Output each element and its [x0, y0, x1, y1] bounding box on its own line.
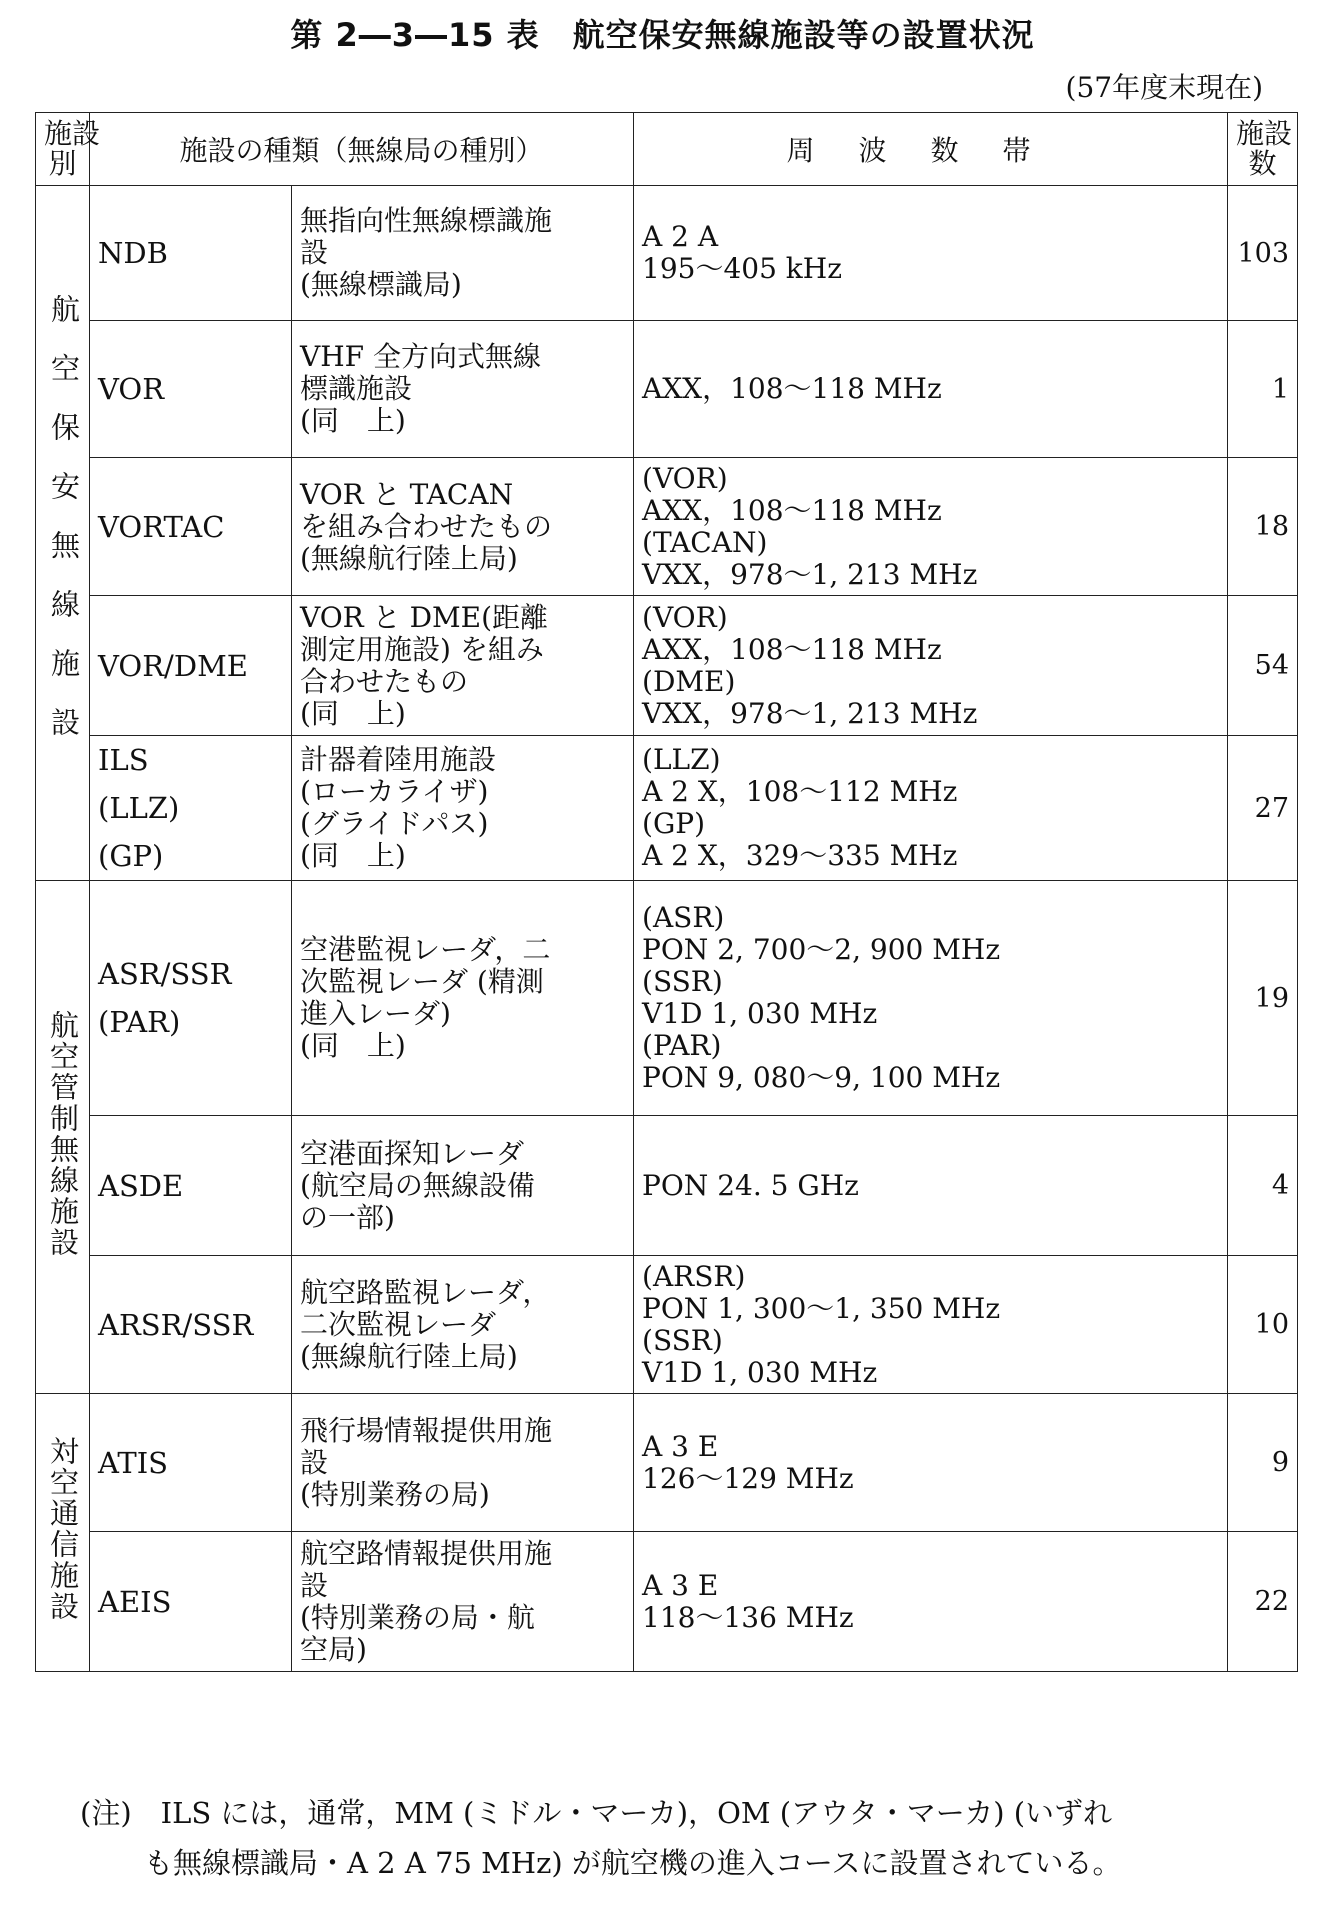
category-cell — [36, 186, 90, 881]
facility-count: 54 — [1228, 596, 1298, 736]
facility-count: 19 — [1228, 881, 1298, 1116]
facility-code-line: ARSR/SSR — [98, 1307, 254, 1342]
frequency-band-line: VXX，978〜1, 213 MHz — [642, 557, 978, 591]
facility-description-line: を組み合わせたもの — [300, 509, 553, 543]
frequency-band — [634, 1256, 1228, 1394]
frequency-band — [634, 736, 1228, 881]
frequency-band-line: PON 2, 700〜2, 900 MHz — [642, 933, 1001, 966]
page-title: 第 2―3―15 表 航空保安無線施設等の設置状況 — [290, 16, 1035, 54]
frequency-band — [634, 186, 1228, 321]
header-category: 施設 別 — [36, 113, 90, 186]
facility-description — [292, 458, 634, 596]
facility-count: 22 — [1228, 1532, 1298, 1672]
frequency-band-line: A 2 X，108〜112 MHz — [642, 775, 958, 808]
frequency-band-line: (TACAN) — [642, 525, 768, 559]
table-row — [36, 321, 1298, 458]
frequency-band-line: (ARSR) — [642, 1259, 746, 1293]
facility-code — [90, 736, 292, 881]
header-frequency: 周波数帯 — [634, 113, 1228, 186]
frequency-band — [634, 1116, 1228, 1256]
facility-description-line: (航空局の無線設備 — [300, 1168, 535, 1202]
facility-description-line: (無線標識局) — [300, 268, 462, 301]
table-row — [36, 596, 1298, 736]
frequency-band-line: (DME) — [642, 664, 736, 698]
facility-description — [292, 881, 634, 1116]
frequency-band — [634, 321, 1228, 458]
category-label: 航空保安無線施設 — [47, 293, 81, 766]
table-row — [36, 881, 1298, 1116]
frequency-band-line: AXX，108〜118 MHz — [642, 632, 942, 666]
frequency-band-line: VXX，978〜1, 213 MHz — [642, 696, 978, 730]
frequency-band — [634, 458, 1228, 596]
frequency-band-line: (SSR) — [642, 1323, 723, 1357]
facility-code — [90, 596, 292, 736]
frequency-band-line: PON 9, 080〜9, 100 MHz — [642, 1061, 1001, 1094]
facility-description-line: 設 — [300, 236, 329, 269]
frequency-band-line: A 3 E — [642, 1568, 719, 1602]
facility-description-line: の一部) — [300, 1200, 395, 1234]
facility-description-line: VHF 全方向式無線 — [300, 340, 541, 373]
frequency-band-line: (VOR) — [642, 600, 728, 634]
frequency-band-line: A 2 X，329〜335 MHz — [642, 839, 958, 872]
facility-code — [90, 1256, 292, 1394]
facility-description-line: (同 上) — [300, 839, 406, 872]
facility-description-line: 飛行場情報提供用施 — [300, 1413, 553, 1447]
facility-description-line: 航空路情報提供用施 — [300, 1536, 553, 1570]
footnote-line: (注) ILS には，通常，MM (ミドル・マーカ)，OM (アウタ・マーカ) (いずれ — [80, 1796, 1113, 1830]
frequency-band-line: (LLZ) — [642, 743, 721, 776]
facility-description-line: (同 上) — [300, 696, 406, 730]
facility-description-line: 無指向性無線標識施 — [300, 204, 553, 237]
facility-description — [292, 1394, 634, 1532]
header-kind: 施設の種類（無線局の種別） — [90, 113, 634, 186]
frequency-band-line: (PAR) — [642, 1029, 722, 1062]
facility-code-line: (LLZ) — [98, 791, 180, 825]
facility-count: 27 — [1228, 736, 1298, 881]
facility-code-line: (GP) — [98, 839, 164, 873]
frequency-band — [634, 1532, 1228, 1672]
category-cell — [36, 881, 90, 1394]
frequency-band-line: AXX，108〜118 MHz — [642, 372, 942, 405]
facility-description-line: 計器着陸用施設 — [300, 743, 497, 776]
frequency-band-line: (GP) — [642, 807, 706, 840]
table-row — [36, 1256, 1298, 1394]
facility-description-line: 空局) — [300, 1632, 367, 1666]
table-row — [36, 1532, 1298, 1672]
frequency-band-line: (SSR) — [642, 965, 723, 998]
facility-count: 10 — [1228, 1256, 1298, 1394]
as-of-date: (57年度末現在) — [1065, 71, 1263, 104]
table-header-row — [36, 113, 1298, 186]
table-row — [36, 1116, 1298, 1256]
facility-count: 1 — [1228, 321, 1298, 458]
facility-description — [292, 186, 634, 321]
frequency-band-line: 118〜136 MHz — [642, 1600, 854, 1634]
facility-code-line: VOR/DME — [98, 648, 248, 683]
facility-description — [292, 736, 634, 881]
facility-code-line: VOR — [98, 372, 165, 406]
facility-description-line: 設 — [300, 1445, 329, 1479]
facility-code-line: ILS — [98, 743, 149, 777]
frequency-band-line: A 3 E — [642, 1429, 719, 1463]
facility-description — [292, 321, 634, 458]
facility-code — [90, 321, 292, 458]
facility-description-line: 次監視レーダ (精測 — [300, 965, 544, 998]
facility-code-line: NDB — [98, 236, 168, 270]
facility-description-line: 空港監視レーダ，二 — [300, 933, 551, 966]
facility-description-line: 二次監視レーダ — [300, 1307, 497, 1341]
facility-description-line: 測定用施設) を組み — [300, 632, 544, 666]
frequency-band — [634, 881, 1228, 1116]
footnote — [80, 1788, 1295, 1888]
facility-code-line: ASR/SSR — [98, 957, 232, 991]
facility-description — [292, 1532, 634, 1672]
facility-description-line: 進入レーダ) — [300, 997, 451, 1030]
facility-description-line: VOR と TACAN — [300, 477, 514, 511]
frequency-band-line: 195〜405 kHz — [642, 252, 842, 285]
facility-description-line: (無線航行陸上局) — [300, 541, 518, 575]
facility-description-line: (同 上) — [300, 1029, 406, 1062]
facility-count: 103 — [1228, 186, 1298, 321]
facility-code-line: AEIS — [98, 1584, 172, 1619]
frequency-band-line: (ASR) — [642, 901, 725, 934]
frequency-band-line: A 2 A — [642, 220, 719, 253]
table-body — [36, 186, 1298, 1672]
facility-description-line: (同 上) — [300, 404, 406, 437]
facility-description-line: (無線航行陸上局) — [300, 1339, 518, 1373]
frequency-band — [634, 1394, 1228, 1532]
facility-code — [90, 186, 292, 321]
frequency-band-line: AXX，108〜118 MHz — [642, 493, 942, 527]
facility-description-line: 合わせたもの — [300, 664, 469, 698]
facility-count: 9 — [1228, 1394, 1298, 1532]
facility-description-line: VOR と DME(距離 — [300, 600, 549, 634]
facility-description-line: 空港面探知レーダ — [300, 1136, 525, 1170]
facility-code — [90, 1394, 292, 1532]
frequency-band-line: PON 24. 5 GHz — [642, 1168, 859, 1202]
frequency-band-line: 126〜129 MHz — [642, 1461, 854, 1495]
facility-code — [90, 458, 292, 596]
facility-code — [90, 881, 292, 1116]
facility-description — [292, 1256, 634, 1394]
table-row — [36, 186, 1298, 321]
facility-count: 4 — [1228, 1116, 1298, 1256]
category-cell — [36, 1394, 90, 1672]
facility-description-line: 航空路監視レーダ， — [300, 1275, 551, 1309]
frequency-band — [634, 596, 1228, 736]
category-label: 航空管制無線施設 — [46, 1009, 80, 1258]
frequency-band-line: V1D 1, 030 MHz — [642, 1355, 878, 1389]
facility-code-line: ASDE — [98, 1168, 184, 1203]
facility-description — [292, 1116, 634, 1256]
facility-code — [90, 1116, 292, 1256]
facilities-table — [35, 112, 1298, 1672]
facility-count: 18 — [1228, 458, 1298, 596]
table-row — [36, 1394, 1298, 1532]
facility-description-line: (ローカライザ) — [300, 775, 489, 808]
frequency-band-line: V1D 1, 030 MHz — [642, 997, 878, 1030]
facility-code-line: VORTAC — [98, 509, 225, 544]
facility-description-line: (グライドパス) — [300, 807, 489, 840]
facility-code-line: ATIS — [98, 1445, 169, 1480]
frequency-band-line: PON 1, 300〜1, 350 MHz — [642, 1291, 1001, 1325]
footnote-line: も無線標識局・A 2 A 75 MHz) が航空機の進入コースに設置されている。 — [144, 1846, 1122, 1880]
facility-description-line: (特別業務の局) — [300, 1477, 490, 1511]
header-count: 施設 数 — [1228, 113, 1298, 186]
category-label: 対空通信施設 — [46, 1436, 80, 1622]
table-row — [36, 736, 1298, 881]
facility-code — [90, 1532, 292, 1672]
facility-code-line: (PAR) — [98, 1005, 181, 1039]
table-row — [36, 458, 1298, 596]
facility-description — [292, 596, 634, 736]
facility-description-line: 標識施設 — [300, 372, 413, 405]
facility-description-line: (特別業務の局・航 — [300, 1600, 535, 1634]
facility-description-line: 設 — [300, 1568, 329, 1602]
frequency-band-line: (VOR) — [642, 461, 728, 495]
